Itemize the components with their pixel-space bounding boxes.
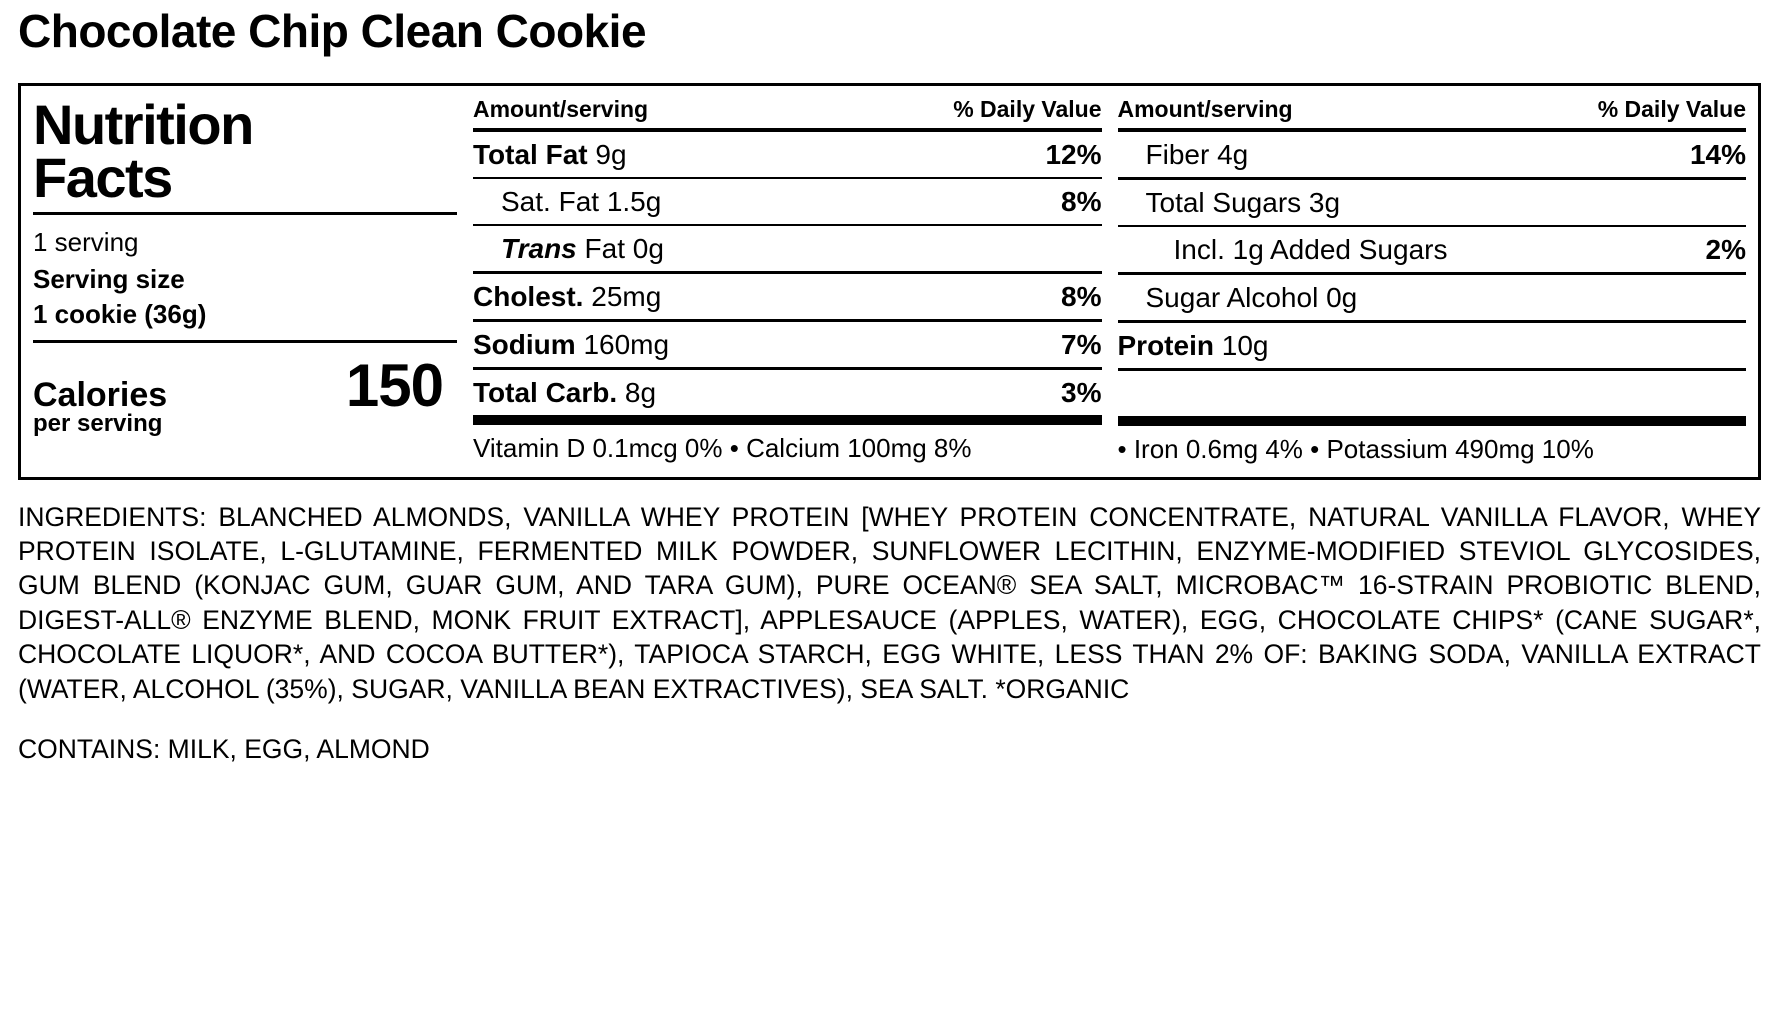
table-row <box>473 319 1102 367</box>
divider <box>1118 416 1747 426</box>
table-row <box>1118 225 1747 272</box>
nutrient-name <box>473 186 661 218</box>
nutrient-name-rest: 9g <box>587 138 627 170</box>
table-row <box>1118 272 1747 320</box>
nutrient-name <box>1118 234 1448 266</box>
nutrient-name <box>473 377 656 409</box>
nutrient-dv: 8% <box>1061 280 1102 312</box>
table-row-spacer <box>1118 368 1747 416</box>
calories-value: 150 <box>345 352 443 420</box>
nutrient-name-bold: Cholest. <box>473 280 584 312</box>
nutrition-facts-heading <box>33 92 457 209</box>
column-header-right <box>1118 96 1747 128</box>
divider <box>33 212 457 215</box>
calories-label-main: Calories <box>33 376 168 415</box>
nutrient-name-rest: 160mg <box>575 328 670 360</box>
nutrient-name-rest: Incl. 1g Added Sugars <box>1173 233 1448 265</box>
header-daily-value-left: % Daily Value <box>953 95 1102 122</box>
nutrient-name-rest: Sugar Alcohol 0g <box>1145 281 1358 313</box>
nutrient-name <box>1118 187 1341 219</box>
header-amount-left: Amount/serving <box>473 95 649 122</box>
nutrient-name <box>473 281 661 313</box>
nutrient-name-rest: 10g <box>1213 329 1269 361</box>
nutrition-facts-panel <box>18 83 1761 480</box>
nutrient-name <box>1118 282 1358 314</box>
nutrient-name-rest: Total Sugars 3g <box>1145 186 1341 218</box>
nutrient-name-rest: Sat. Fat 1.5g <box>501 185 662 217</box>
nutrient-dv: 3% <box>1061 376 1102 408</box>
header-daily-value-right: % Daily Value <box>1597 95 1746 122</box>
nutrient-name <box>473 233 664 265</box>
nutrient-name-bold: Total Fat <box>473 138 588 170</box>
ingredients-text: INGREDIENTS: BLANCHED ALMONDS, VANILLA WHEY PROTEIN [WHEY PROTEIN CONCENTRATE, NATURAL VANILLA FLAVOR, WHEY PROTEIN ISOLATE, L-GLUTAMINE, FERMENTED MILK POWDER, SUNFLOWER LECITHIN, ENZYME-MODIFIED STEVIOL GLYCOSIDES, GUM BLEND (KONJAC GUM, GUAR GUM, AND TARA GUM), PURE OCEAN® SEA SALT, MICROBAC™ 16-STRAIN PROBIOTIC BLEND, DIGEST-ALL® ENZYME BLEND, MONK FRUIT EXTRACT], APPLESAUCE (APPLES, WATER), EGG, CHOCOLATE CHIPS* (CANE SUGAR*, CHOCOLATE LIQUOR*, AND COCOA BUTTER*), TAPIOCA STARCH, EGG WHITE, LESS THAN 2% OF: BAKING SODA, VANILLA EXTRACT (WATER, ALCOHOL (35%), SUGAR, VANILLA BEAN EXTRACTIVES), SEA SALT. *ORGANIC <box>18 501 1761 704</box>
nutrient-columns <box>473 96 1746 465</box>
header-amount-right: Amount/serving <box>1117 95 1293 122</box>
label-page <box>0 6 1779 765</box>
contains-allergens-text: CONTAINS: MILK, EGG, ALMOND <box>18 734 430 765</box>
nutrient-column-right <box>1118 96 1747 465</box>
nutrient-dv: 12% <box>1045 138 1102 170</box>
calories-row <box>33 351 457 436</box>
nutrient-name-empty <box>1118 378 1126 410</box>
nutrient-name-rest: 25mg <box>583 280 662 312</box>
serving-size-label: Serving size <box>33 264 185 295</box>
table-row <box>473 177 1102 224</box>
table-row <box>473 271 1102 319</box>
nutrient-name-bold: Total Carb. <box>473 376 618 408</box>
divider <box>33 340 457 343</box>
nutrient-name-bold: Sodium <box>473 328 576 360</box>
page-title: Chocolate Chip Clean Cookie <box>18 5 647 57</box>
nutrient-name-bold: Protein <box>1117 329 1214 361</box>
nutrient-name-rest: Fat 0g <box>576 232 664 264</box>
nutrient-name-rest: 8g <box>617 376 657 408</box>
table-row <box>1118 128 1747 177</box>
nutrition-facts-heading-line1: Nutrition <box>33 92 253 156</box>
micronutrients-right: • Iron 0.6mg 4% • Potassium 490mg 10% <box>1117 433 1594 464</box>
column-header-left <box>473 96 1102 128</box>
table-row <box>473 128 1102 177</box>
nutrient-name <box>1118 330 1269 362</box>
divider <box>473 415 1102 425</box>
table-row <box>1118 177 1747 225</box>
calories-label-sub: per serving <box>33 410 163 438</box>
table-row <box>473 367 1102 415</box>
nutrient-name <box>473 139 627 171</box>
servings-per-container: 1 serving <box>33 226 139 257</box>
nutrient-name <box>473 329 669 361</box>
nutrient-name <box>1118 139 1249 171</box>
nutrient-dv: 14% <box>1689 138 1746 170</box>
table-row <box>1118 320 1747 368</box>
nutrient-column-left <box>473 96 1102 465</box>
nutrition-facts-summary <box>33 92 473 438</box>
serving-size-value: 1 cookie (36g) <box>33 299 207 330</box>
nutrient-name-bold: Trans <box>501 232 577 264</box>
nutrition-facts-heading-line2: Facts <box>33 145 172 209</box>
nutrient-name-rest: Fiber 4g <box>1145 138 1249 170</box>
nutrient-dv: 7% <box>1061 328 1102 360</box>
table-row <box>473 224 1102 271</box>
nutrient-dv: 2% <box>1705 233 1746 265</box>
micronutrients-left: Vitamin D 0.1mcg 0% • Calcium 100mg 8% <box>473 432 972 463</box>
calories-label <box>33 378 167 436</box>
nutrient-dv: 8% <box>1061 185 1102 217</box>
